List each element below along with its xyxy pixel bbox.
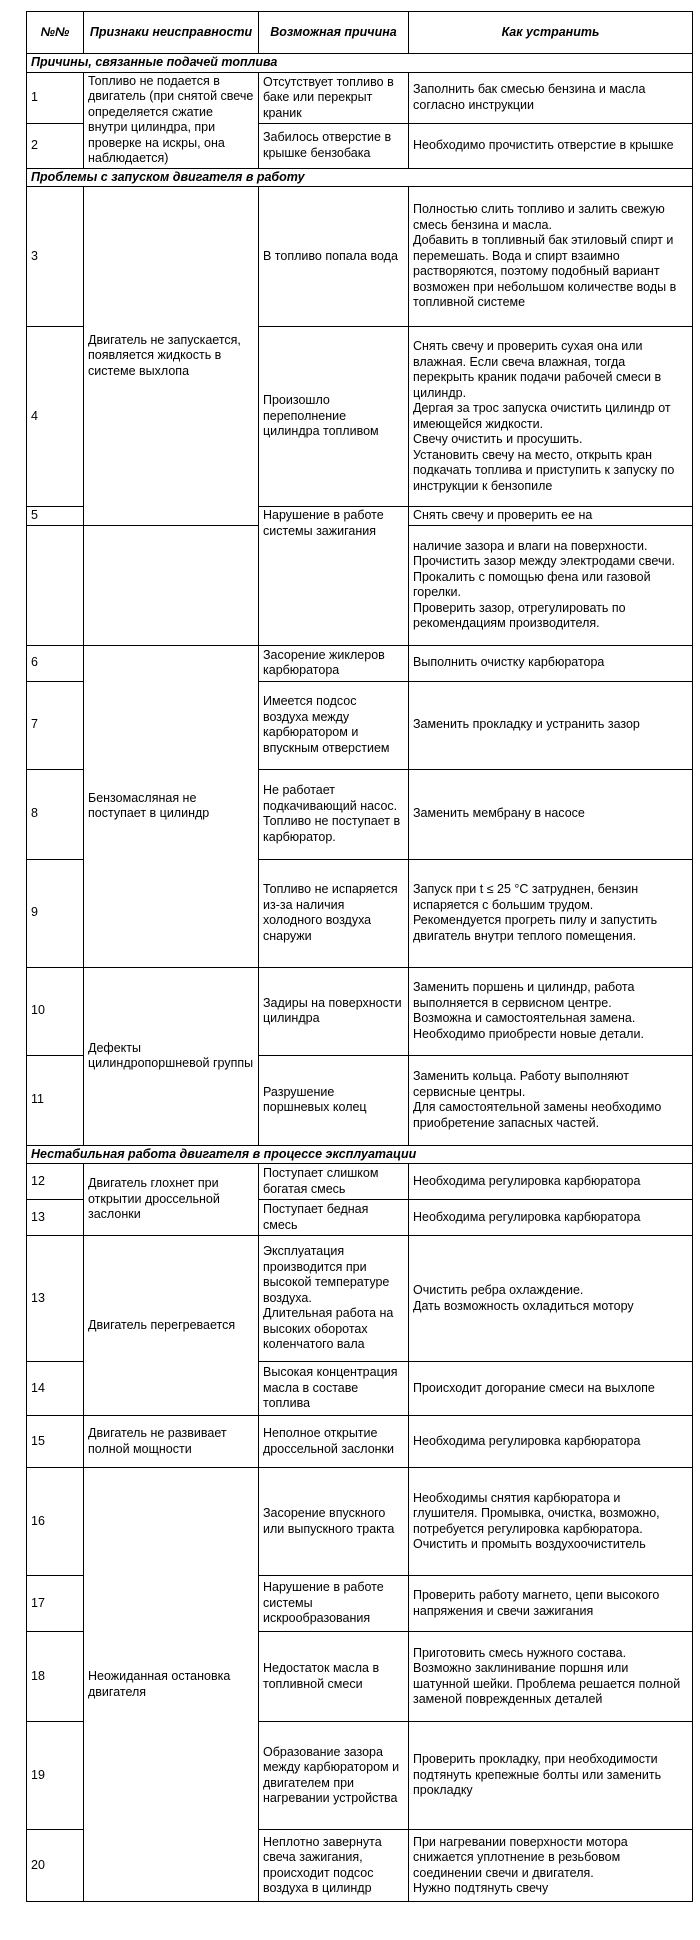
table-row	[27, 72, 693, 124]
fix-cell: Приготовить смесь нужного состава. Возможно заклинивание поршня или шатунной шейки. Проблема решается полной заменой поврежденных деталей	[409, 1632, 693, 1722]
header-num: №№	[27, 12, 84, 54]
fix-cell: Снять свечу и проверить ее на	[409, 507, 693, 526]
table-row	[27, 1236, 693, 1362]
cause-cell: Не работает подкачивающий насос. Топливо не поступает в карбюратор.	[259, 769, 409, 859]
fix-cell: Заменить поршень и цилиндр, работа выполняется в сервисном центре. Возможна и самостоятельная замена. Необходимо приобрести новые детали.	[409, 967, 693, 1055]
cause-cell: Топливо не испаряется из-за наличия холодного воздуха снаружи	[259, 859, 409, 967]
cause-cell: Неплотно завернута свеча зажигания, происходит подсос воздуха в цилиндр	[259, 1830, 409, 1902]
header-cause: Возможная причина	[259, 12, 409, 54]
row-num: 13	[27, 1236, 84, 1362]
cause-cell: Отсутствует топливо в баке или перекрыт краник	[259, 72, 409, 124]
table-row	[27, 1164, 693, 1200]
cause-cell: Нарушение в работе системы зажигания	[259, 507, 409, 646]
cause-cell: Поступает бедная смесь	[259, 1200, 409, 1236]
row-num: 17	[27, 1576, 84, 1632]
header-fix: Как устранить	[409, 12, 693, 54]
cause-cell: Высокая концентрация масла в составе топлива	[259, 1362, 409, 1416]
row-num: 11	[27, 1055, 84, 1145]
fix-cell: Очистить ребра охлаждение. Дать возможность охладиться мотору	[409, 1236, 693, 1362]
fix-cell: Заменить мембрану в насосе	[409, 769, 693, 859]
row-num: 20	[27, 1830, 84, 1902]
cause-cell: Разрушение поршневых колец	[259, 1055, 409, 1145]
cause-cell: Нарушение в работе системы искрообразования	[259, 1576, 409, 1632]
cause-cell: Поступает слишком богатая смесь	[259, 1164, 409, 1200]
cause-cell: Эксплуатация производится при высокой температуре воздуха. Длительная работа на высоких оборотах коленчатого вала	[259, 1236, 409, 1362]
fix-cell: Необходимо прочистить отверстие в крышке	[409, 124, 693, 168]
fix-cell: Заполнить бак смесью бензина и масла согласно инструкции	[409, 72, 693, 124]
cause-cell: В топливо попала вода	[259, 187, 409, 327]
table-row	[27, 967, 693, 1055]
symptom-cell: Двигатель перегревается	[84, 1236, 259, 1416]
header-symptom: Признаки неисправности	[84, 12, 259, 54]
cause-cell: Образование зазора между карбюратором и двигателем при нагревании устройства	[259, 1722, 409, 1830]
symptom-cell: Двигатель глохнет при открытии дроссельной заслонки	[84, 1164, 259, 1236]
row-num: 2	[27, 124, 84, 168]
row-num: 9	[27, 859, 84, 967]
fix-cell: При нагревании поверхности мотора снижается уплотнение в резьбовом соединении свечи и двигателя. Нужно подтянуть свечу	[409, 1830, 693, 1902]
symptom-cell: Двигатель не развивает полной мощности	[84, 1416, 259, 1468]
section-row	[27, 1145, 693, 1164]
row-num: 14	[27, 1362, 84, 1416]
fix-cell: Полностью слить топливо и залить свежую смесь бензина и масла. Добавить в топливный бак этиловый спирт и перемешать. Вода и спирт взаимно растворяются, поэтому подобный вариант возможен при небольшом количестве воды в топливной системе	[409, 187, 693, 327]
table-row	[27, 645, 693, 681]
fix-cell: наличие зазора и влаги на поверхности. Прочистить зазор между электродами свечи. Прокалить с помощью фена или газовой горелки. Проверить зазор, отрегулировать по рекомендациям производителя.	[409, 525, 693, 645]
fix-cell: Снять свечу и проверить сухая она или влажная. Если свеча влажная, тогда перекрыть краник подачи рабочей смеси в цилиндр. Дергая за трос запуска очистить цилиндр от имеющейся жидкости. Свечу очистить и просушить. Установить свечу на место, открыть кран подкачать топлива и приступить к запуску по инструкции к бензопиле	[409, 327, 693, 507]
table-row	[27, 1468, 693, 1576]
fix-cell: Происходит догорание смеси на выхлопе	[409, 1362, 693, 1416]
header-row	[27, 12, 693, 54]
row-num: 13	[27, 1200, 84, 1236]
fix-cell: Заменить прокладку и устранить зазор	[409, 681, 693, 769]
cause-cell: Неполное открытие дроссельной заслонки	[259, 1416, 409, 1468]
symptom-cell: Бензомасляная не поступает в цилиндр	[84, 645, 259, 967]
symptom-cell: Двигатель не запускается, появляется жидкость в системе выхлопа	[84, 187, 259, 526]
row-num: 10	[27, 967, 84, 1055]
cause-cell: Недостаток масла в топливной смеси	[259, 1632, 409, 1722]
cause-cell: Задиры на поверхности цилиндра	[259, 967, 409, 1055]
cause-cell: Произошло переполнение цилиндра топливом	[259, 327, 409, 507]
cause-cell: Имеется подсос воздуха между карбюратором и впускным отверстием	[259, 681, 409, 769]
section-row	[27, 54, 693, 73]
fix-cell: Необходима регулировка карбюратора	[409, 1200, 693, 1236]
fix-cell: Выполнить очистку карбюратора	[409, 645, 693, 681]
symptom-cell	[84, 525, 259, 645]
symptom-cell: Неожиданная остановка двигателя	[84, 1468, 259, 1902]
fix-cell: Заменить кольца. Работу выполняют сервисные центры. Для самостоятельной замены необходимо приобретение запасных частей.	[409, 1055, 693, 1145]
section-unstable: Нестабильная работа двигателя в процессе эксплуатации	[27, 1145, 693, 1164]
section-fuel: Причины, связанные подачей топлива	[27, 54, 693, 73]
row-num: 8	[27, 769, 84, 859]
row-num: 15	[27, 1416, 84, 1468]
fix-cell: Необходима регулировка карбюратора	[409, 1416, 693, 1468]
section-start: Проблемы с запуском двигателя в работу	[27, 168, 693, 187]
cause-cell: Забилось отверстие в крышке бензобака	[259, 124, 409, 168]
row-num: 16	[27, 1468, 84, 1576]
table-row	[27, 1416, 693, 1468]
row-num: 5	[27, 507, 84, 526]
row-num: 19	[27, 1722, 84, 1830]
row-num: 3	[27, 187, 84, 327]
fix-cell: Запуск при t ≤ 25 °С затруднен, бензин испаряется с большим трудом. Рекомендуется прогреть пилу и запустить двигатель внутри теплого помещения.	[409, 859, 693, 967]
row-num: 7	[27, 681, 84, 769]
cause-cell: Засорение впускного или выпускного тракта	[259, 1468, 409, 1576]
table-row	[27, 187, 693, 327]
row-num: 18	[27, 1632, 84, 1722]
row-num: 4	[27, 327, 84, 507]
cause-cell: Засорение жиклеров карбюратора	[259, 645, 409, 681]
row-num: 12	[27, 1164, 84, 1200]
row-num: 6	[27, 645, 84, 681]
section-row	[27, 168, 693, 187]
fix-cell: Проверить работу магнето, цепи высокого напряжения и свечи зажигания	[409, 1576, 693, 1632]
fix-cell: Необходимы снятия карбюратора и глушителя. Промывка, очистка, возможно, потребуется регулировка карбюратора. Очистить и промыть воздухоочиститель	[409, 1468, 693, 1576]
troubleshooting-table	[26, 11, 693, 1902]
fix-cell: Проверить прокладку, при необходимости подтянуть крепежные болты или заменить прокладку	[409, 1722, 693, 1830]
row-num: 1	[27, 72, 84, 124]
symptom-cell: Дефекты цилиндропоршневой группы	[84, 967, 259, 1145]
symptom-cell: Топливо не подается в двигатель (при снятой свече определяется сжатие внутри цилиндра, при проверке на искры, она наблюдается)	[84, 72, 259, 168]
row-num	[27, 525, 84, 645]
fix-cell: Необходима регулировка карбюратора	[409, 1164, 693, 1200]
